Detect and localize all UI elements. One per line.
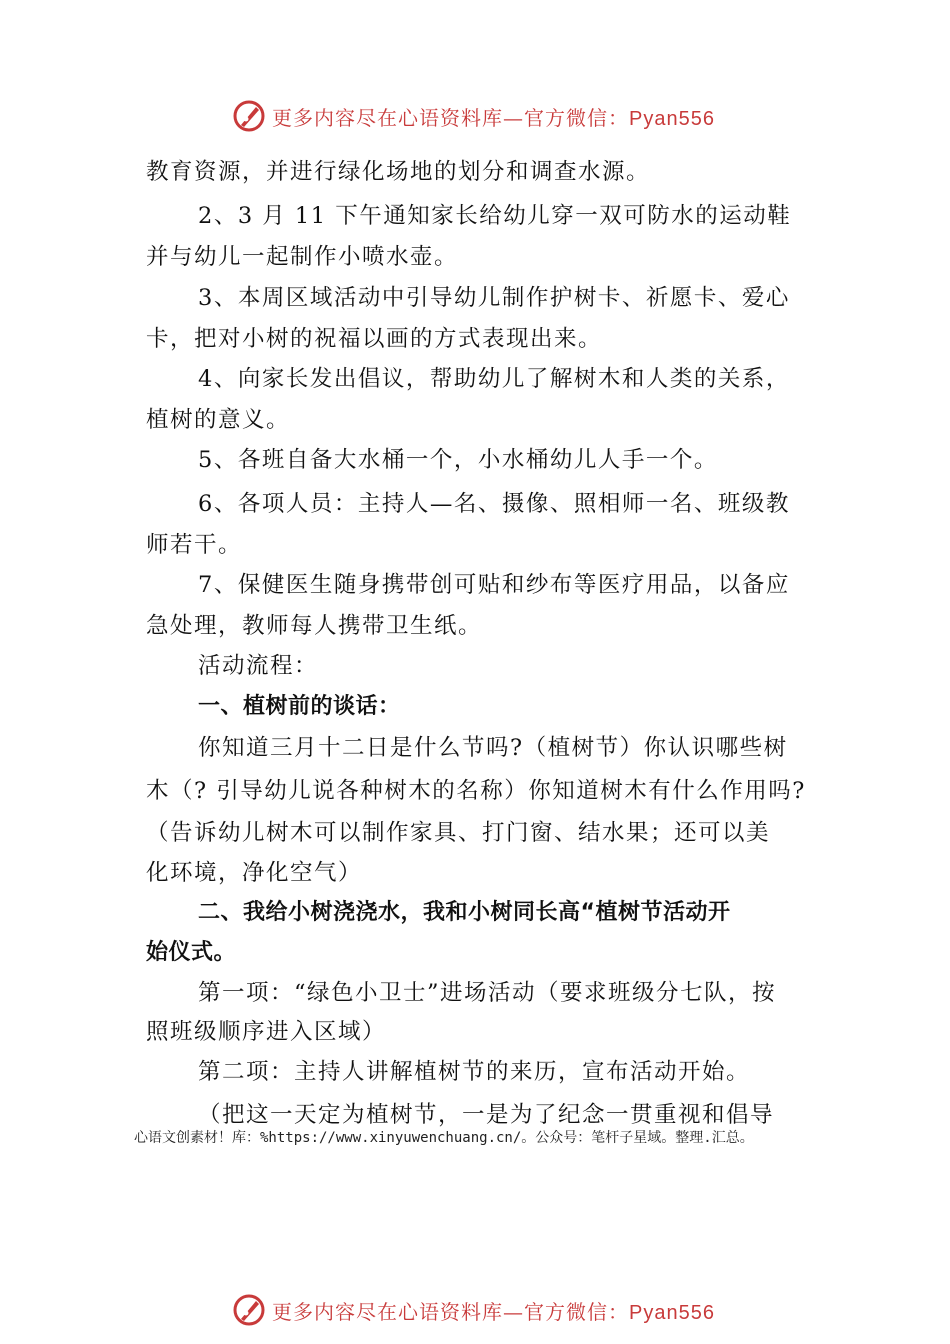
paragraph-line: 木（? 引导幼儿说各种树木的名称）你知道树木有什么作用吗? bbox=[146, 778, 806, 804]
paragraph-line: 你知道三月十二日是什么节吗?（植树节）你认识哪些树 bbox=[198, 735, 788, 761]
header-banner bbox=[0, 96, 950, 136]
banner-text: 更多内容尽在心语资料库—官方微信：Pyan556 bbox=[272, 1299, 715, 1324]
paragraph-line: 5、各班自备大水桶一个，小水桶幼儿人手一个。 bbox=[198, 447, 718, 473]
paragraph-line: 植树的意义。 bbox=[146, 407, 291, 433]
paragraph-line: 急处理，教师每人携带卫生纸。 bbox=[146, 613, 483, 639]
paragraph-line: （把这一天定为植树节，一是为了纪念一贯重视和倡导 bbox=[198, 1102, 775, 1128]
paragraph-line: 照班级顺序进入区域） bbox=[146, 1019, 387, 1045]
banner-wechat: Pyan556 bbox=[629, 107, 715, 130]
paragraph-line: 3、本周区域活动中引导幼儿制作护树卡、祈愿卡、爱心 bbox=[198, 285, 790, 311]
paragraph-line: 化环境，净化空气） bbox=[146, 860, 363, 886]
paragraph-line: 卡，把对小树的祝福以画的方式表现出来。 bbox=[146, 326, 603, 352]
paragraph-line: 师若干。 bbox=[146, 532, 243, 558]
quill-logo-icon bbox=[232, 99, 266, 133]
paragraph-line: 教育资源，并进行绿化场地的划分和调查水源。 bbox=[146, 159, 651, 185]
paragraph-line: 活动流程： bbox=[198, 653, 319, 679]
paragraph-line: 2、3 月 11 下午通知家长给幼儿穿一双可防水的运动鞋 bbox=[198, 203, 792, 229]
paragraph-line: 第二项：主持人讲解植树节的来历，宣布活动开始。 bbox=[198, 1059, 751, 1085]
section-heading: 二、我给小树浇浇水，我和小树同长高“植树节活动开 bbox=[198, 900, 731, 925]
paragraph-line: 4、向家长发出倡议，帮助幼儿了解树木和人类的关系， bbox=[198, 366, 790, 392]
banner-text: 更多内容尽在心语资料库—官方微信：Pyan556 bbox=[272, 105, 715, 130]
section-heading: 一、植树前的谈话： bbox=[198, 694, 401, 719]
banner-wechat: Pyan556 bbox=[629, 1301, 715, 1324]
paragraph-line: 6、各项人员：主持人—名、摄像、照相师一名、班级教 bbox=[198, 491, 790, 517]
paragraph-line: 7、保健医生随身携带创可贴和纱布等医疗用品，以备应 bbox=[198, 572, 790, 598]
paragraph-line: （告诉幼儿树木可以制作家具、打门窗、结水果；还可以美 bbox=[146, 820, 771, 846]
paragraph-line: 第一项：“绿色小卫士”进场活动（要求班级分七队，按 bbox=[198, 980, 777, 1006]
quill-logo-icon bbox=[232, 1293, 266, 1327]
footer-banner bbox=[0, 1290, 950, 1330]
paragraph-line: 并与幼儿一起制作小喷水壶。 bbox=[146, 244, 459, 270]
source-note: 心语文创素材！库：%https://www.xinyuwenchuang.cn/。公众号：笔杆子星域。整理.汇总。 bbox=[134, 1130, 754, 1146]
section-heading: 始仪式。 bbox=[146, 940, 237, 965]
